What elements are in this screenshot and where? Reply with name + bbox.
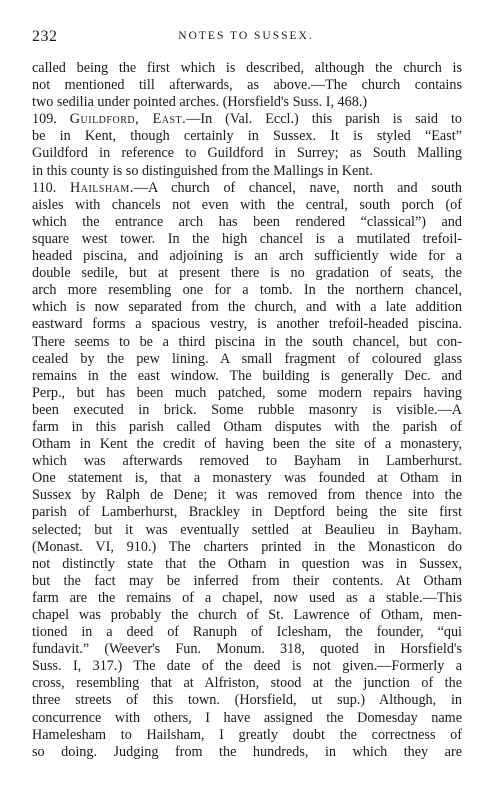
text-line: Suss. I, 317.) The date of the deed is not given.—Formerly a bbox=[32, 658, 462, 675]
text-line bbox=[32, 180, 462, 197]
text-line: fundavit.” (Weever's Fun. Monum. 318, quoted in Horsfield's bbox=[32, 641, 462, 658]
page-number: 232 bbox=[32, 28, 58, 45]
running-head: NOTES TO SUSSEX. bbox=[178, 30, 314, 42]
text-line: One statement is, that a monastery was founded at Otham in bbox=[32, 470, 462, 487]
text-line: double sedile, but at present there is no gradation of seats, the bbox=[32, 265, 462, 282]
text-line: (Monast. VI, 910.) The charters printed in the Monasticon do bbox=[32, 538, 462, 555]
text-line: There seems to be a third piscina in the south chancel, but con- bbox=[32, 333, 462, 350]
text-segment: —A church of chancel, nave, north and south bbox=[133, 179, 462, 196]
text-line: Hamelesham to Hailsham, I greatly doubt the correctness of bbox=[32, 726, 462, 743]
entry-heading: Hailsham. bbox=[69, 179, 134, 196]
text-line: which is now separated from the church, and with a late addition bbox=[32, 299, 462, 316]
text-line: not mentioned till afterwards, as above.—The church contains bbox=[32, 77, 462, 94]
text-line: aisles with chancels not even with the central, south porch (of bbox=[32, 196, 462, 213]
text-line: but the fact may be inferred from their contents. At Otham bbox=[32, 572, 462, 589]
text-segment: —In (Val. Eccl.) this parish is said to bbox=[186, 111, 462, 128]
text-line: eastward forms a spacious vestry, is another trefoil-headed piscina. bbox=[32, 316, 462, 333]
text-line: parish of Lamberhurst, Brackley in Deptford being the site first bbox=[32, 504, 462, 521]
text-line: Perp., but has been much patched, some modern repairs having bbox=[32, 384, 462, 401]
text-line: farm are the remains of a chapel, now used as a stable.—This bbox=[32, 589, 462, 606]
text-line: three streets of this town. (Horsfield, ut sup.) Although, in bbox=[32, 692, 462, 709]
text-line: in this county is so distinguished from the Mallings in Kent. bbox=[32, 162, 373, 179]
text-line: farm in this parish called Otham disputes with the parish of bbox=[32, 418, 462, 435]
text-line: two sedilia under pointed arches. (Horsfield's Suss. I, 468.) bbox=[32, 94, 368, 111]
text-line: square west tower. In the high chancel is a mutilated trefoil- bbox=[32, 230, 462, 247]
text-line: remains in the east window. The building is generally Dec. and bbox=[32, 367, 462, 384]
body-text bbox=[32, 60, 462, 761]
text-line: concurrence with others, I have assigned the Domesday name bbox=[32, 709, 462, 726]
text-line: be in Kent, though certainly in Sussex. It is styled “East” bbox=[32, 128, 462, 145]
text-line: which the entrance arch has been rendered “classical”) and bbox=[32, 213, 462, 230]
text-line: headed piscina, and adjoining is an arch sufficiently wide for a bbox=[32, 248, 462, 265]
text-line: selected; but it was eventually settled at Beaulieu in Bayham. bbox=[32, 521, 462, 538]
text-segment: 109. bbox=[32, 111, 70, 128]
entry-heading: Guildford, East. bbox=[69, 111, 187, 128]
text-segment: 110. bbox=[32, 179, 70, 196]
text-line: tioned in a deed of Ranuph of Iclesham, the founder, “qui bbox=[32, 624, 462, 641]
text-line: called being the first which is described, although the church is bbox=[32, 60, 462, 76]
text-line: which was afterwards removed to Bayham in Lamberhurst. bbox=[32, 453, 462, 470]
page-header bbox=[32, 28, 460, 46]
text-line: Otham in Kent the credit of having been the site of a monastery, bbox=[32, 436, 462, 453]
text-line: cross, resembling that at Alfriston, stood at the junction of the bbox=[32, 675, 462, 692]
text-line: Guildford in reference to Guildford in Surrey; as South Malling bbox=[32, 145, 462, 162]
text-line: Sussex by Ralph de Dene; it was removed from thence into the bbox=[32, 487, 462, 504]
text-line: cealed by the pew lining. A small fragment of coloured glass bbox=[32, 350, 462, 367]
text-line: arch more resembling one for a tomb. In the northern chancel, bbox=[32, 282, 462, 299]
text-line: been executed in brick. Some rubble masonry is visible.—A bbox=[32, 401, 462, 418]
text-line: chapel was probably the church of St. Lawrence of Otham, men- bbox=[32, 607, 462, 623]
text-line bbox=[32, 111, 462, 128]
text-line: so doing. Judging from the hundreds, in which they are bbox=[32, 743, 462, 760]
text-line: not distinctly state that the Otham in question was in Sussex, bbox=[32, 555, 462, 572]
